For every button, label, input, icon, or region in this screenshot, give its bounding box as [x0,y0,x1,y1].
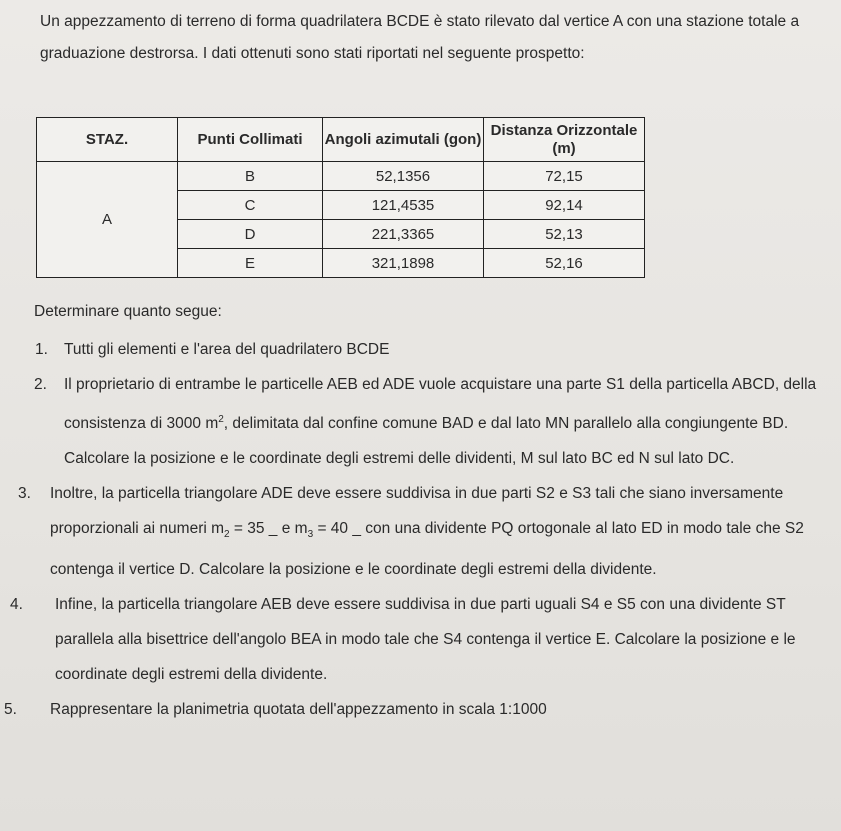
station-cell: A [37,162,178,278]
point-cell: E [178,249,323,278]
task-text: Tutti gli elementi e l'area del quadrilatero BCDE [64,341,390,358]
determine-label: Determinare quanto segue: [34,303,222,320]
task-number: 5. [4,701,17,719]
task-text: = 40 _ con una dividente PQ ortogonale al lato ED in modo tale che S2 contenga il vertice D. Calcolare la posizione e le coordinate degli estremi della dividente. [50,520,804,579]
task-text: Rappresentare la planimetria quotata dell'appezzamento in scala 1:1000 [50,701,547,719]
task-item [0,692,830,727]
subscript: 3 [307,529,314,541]
task-number: 2. [34,376,47,393]
header-angles: Angoli azimutali (gon) [323,118,484,162]
intro-paragraph: Un appezzamento di terreno di forma quadrilatera BCDE è stato rilevato dal vertice A con una stazione totale a graduazione destrorsa. I dati ottenuti sono stati riportati nel seguente prospetto: [40,13,800,62]
point-cell: C [178,191,323,220]
survey-table [36,117,645,278]
task-text: , delimitata dal confine comune BAD e dal lato MN parallelo alla congiungente BD. Calcolare la posizione e le coordinate degli estremi delle dividenti, M sul lato BC ed N sul lato DC. [64,415,789,468]
task-text: Inoltre, la particella triangolare ADE deve essere suddivisa in due parti S2 e S3 tali che siano inversamente proporzionali ai numeri m [50,485,784,538]
angle-cell: 221,3365 [323,220,484,249]
task-list [0,332,830,727]
subscript: 2 [224,529,230,541]
point-cell: B [178,162,323,191]
superscript: 2 [218,414,224,425]
angle-cell: 121,4535 [323,191,484,220]
task-text: Il proprietario di entrambe le particelle AEB ed ADE vuole acquistare una parte S1 della particella ABCD, della consistenza di 3000 m [64,376,817,433]
point-cell: D [178,220,323,249]
distance-cell: 52,16 [484,249,645,278]
header-station: STAZ. [37,118,178,162]
task-item [0,476,830,587]
task-item [0,332,830,367]
distance-cell: 52,13 [484,220,645,249]
header-points: Punti Collimati [178,118,323,162]
header-distance: Distanza Orizzontale (m) [484,118,645,162]
task-text: = 35 _ e m [229,520,308,538]
angle-cell: 321,1898 [323,249,484,278]
task-number: 1. [35,341,48,358]
angle-cell: 52,1356 [323,162,484,191]
task-item [0,587,830,692]
distance-cell: 92,14 [484,191,645,220]
distance-cell: 72,15 [484,162,645,191]
table-header-row [37,118,645,162]
task-number: 3. [18,485,31,503]
task-number: 4. [10,596,23,614]
table-row [37,162,645,191]
task-item [0,367,830,476]
task-text: Infine, la particella triangolare AEB deve essere suddivisa in due parti uguali S4 e S5 con una dividente ST parallela alla bisettrice dell'angolo BEA in modo tale che S4 contenga il vertice E. Calcolare la posizione e le coordinate degli estremi della dividente. [55,596,796,684]
